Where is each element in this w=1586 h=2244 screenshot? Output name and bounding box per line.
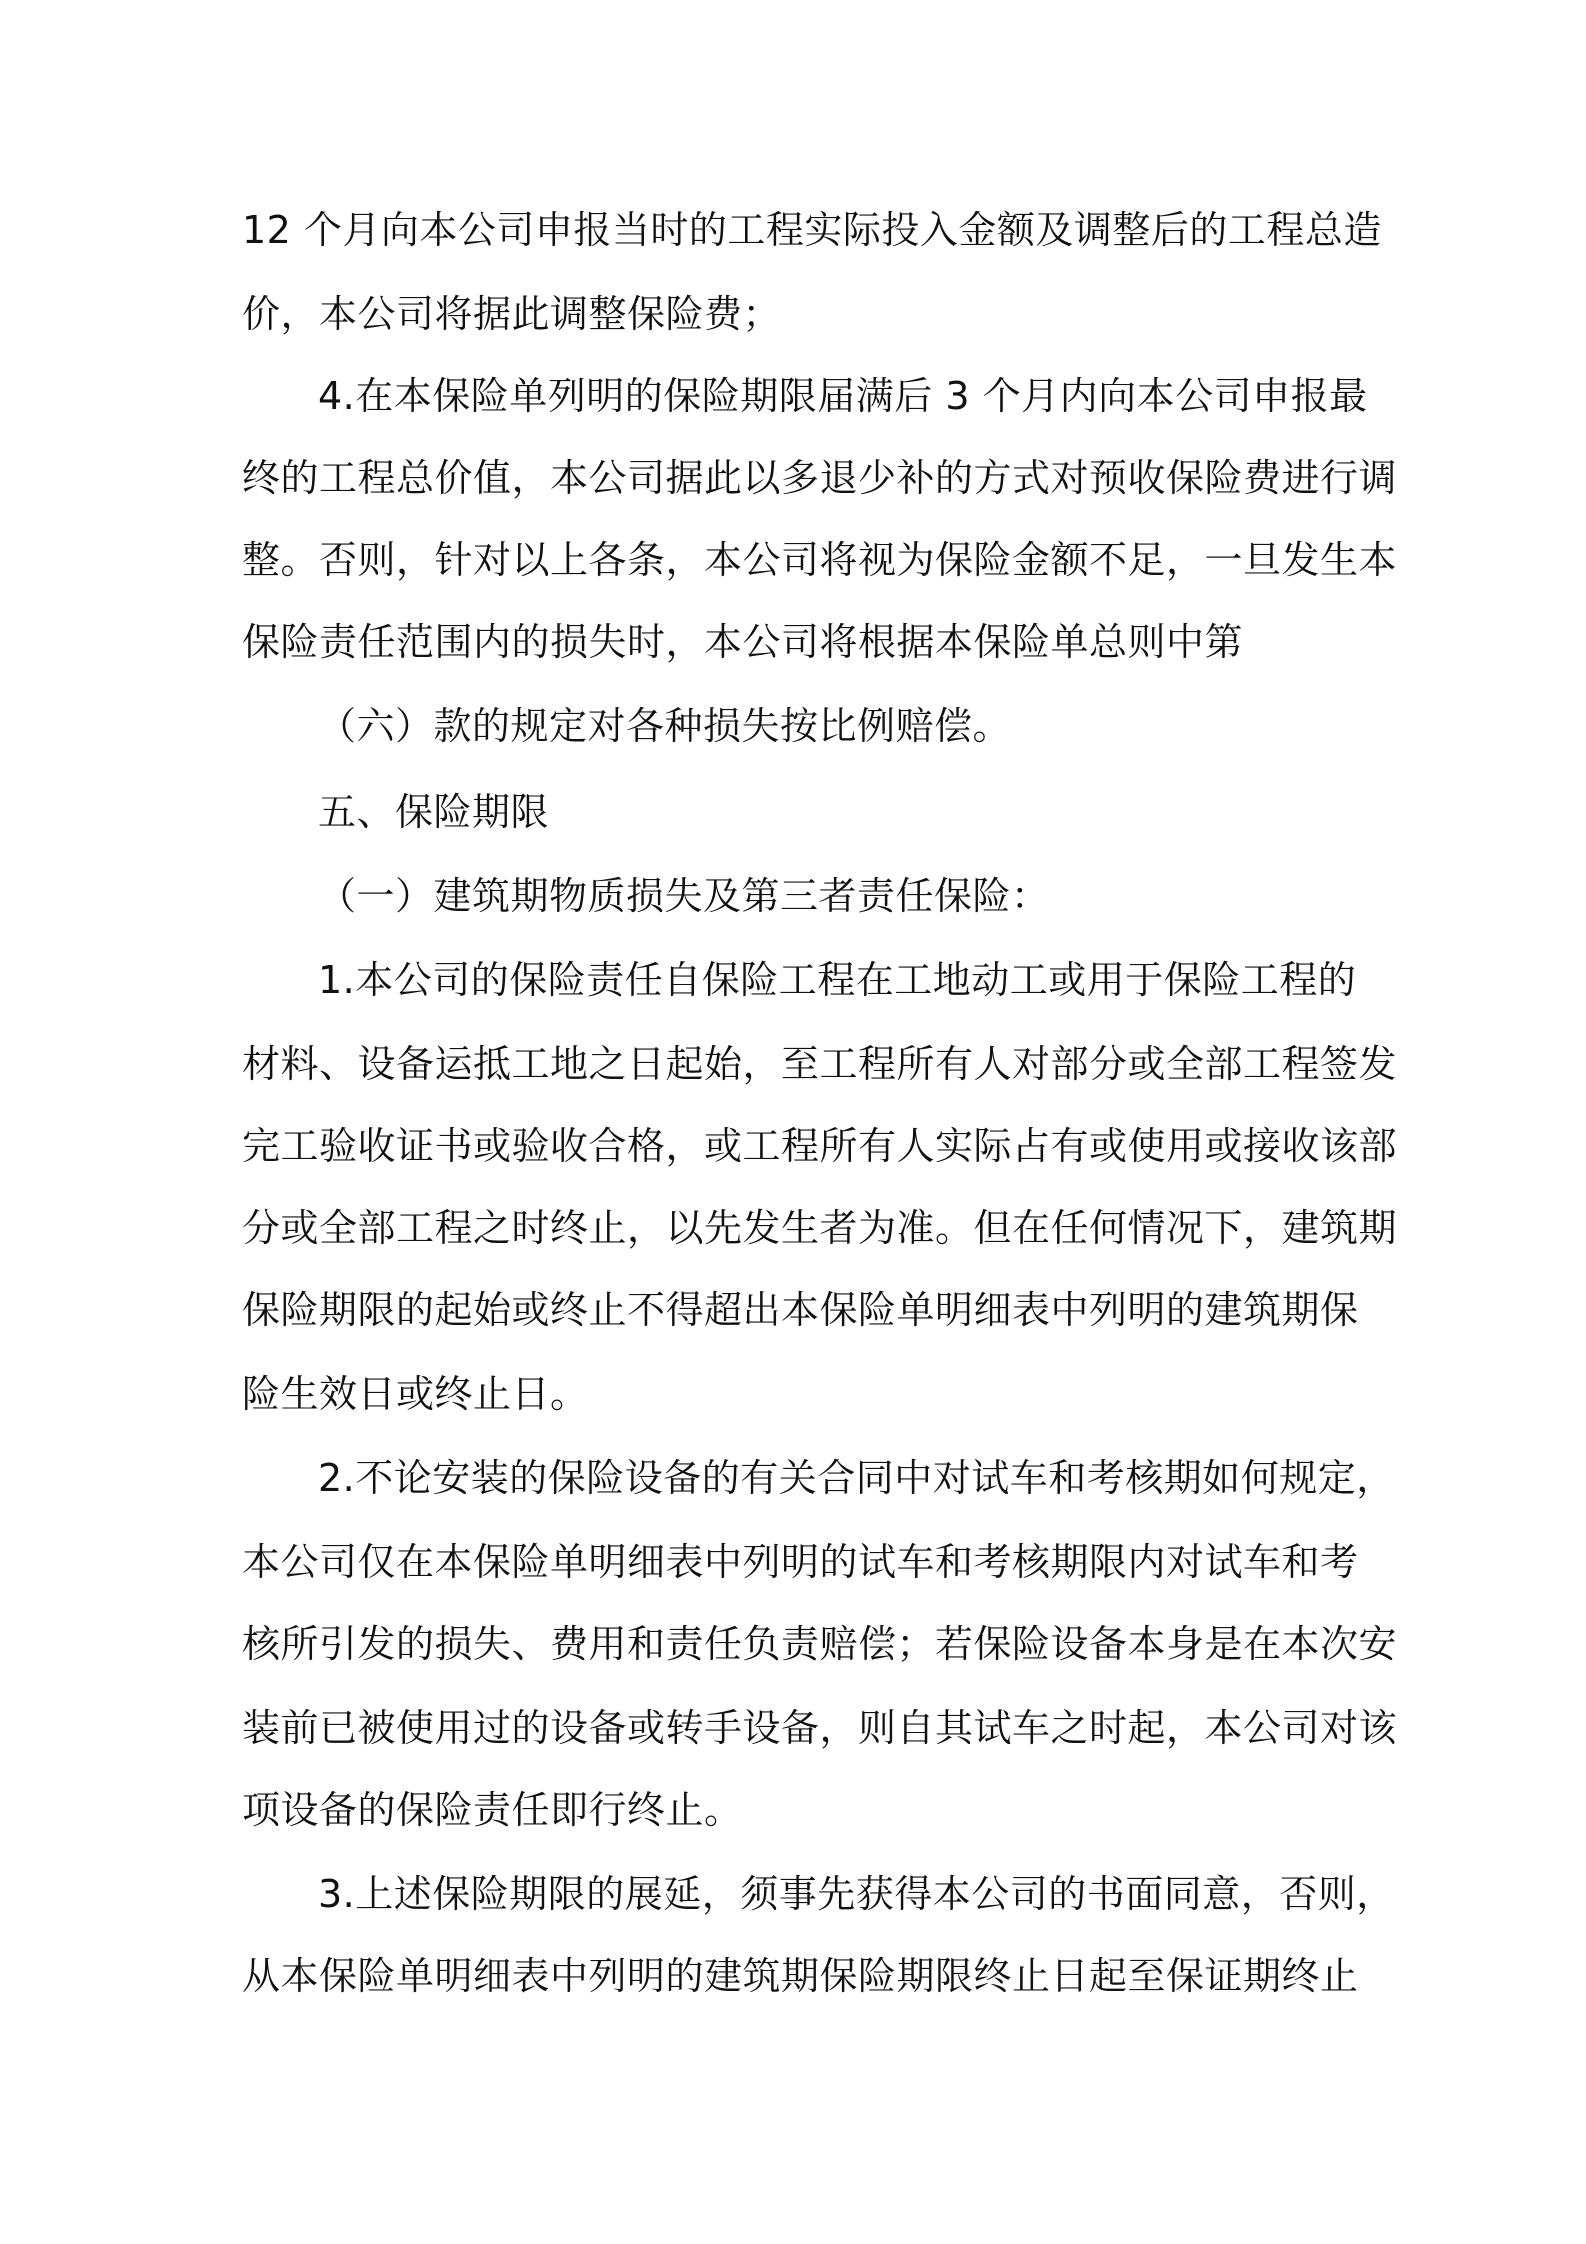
text-line: 3.上述保险期限的展延，须事先获得本公司的书面同意，否则， bbox=[318, 1872, 1395, 1916]
text-line: 1.本公司的保险责任自保险工程在工地动工或用于保险工程的 bbox=[318, 958, 1357, 1002]
text-line: 完工验收证书或验收合格，或工程所有人实际占有或使用或接收该部 bbox=[242, 1124, 1398, 1168]
text-line: 分或全部工程之时终止，以先发生者为准。但在任何情况下，建筑期 bbox=[242, 1206, 1398, 1250]
text-line: 核所引发的损失、费用和责任负责赔偿；若保险设备本身是在本次安 bbox=[242, 1622, 1398, 1666]
text-line: 12 个月向本公司申报当时的工程实际投入金额及调整后的工程总造 bbox=[242, 208, 1382, 252]
text-line: （六）款的规定对各种损失按比例赔偿。 bbox=[318, 704, 1012, 748]
subsection-heading: （一）建筑期物质损失及第三者责任保险： bbox=[318, 874, 1050, 918]
text-line: 装前已被使用过的设备或转手设备，则自其试车之时起，本公司对该 bbox=[242, 1706, 1398, 1750]
text-line: 保险期限的起始或终止不得超出本保险单明细表中列明的建筑期保 bbox=[242, 1288, 1359, 1332]
text-line: 材料、设备运抵工地之日起始，至工程所有人对部分或全部工程签发 bbox=[242, 1042, 1398, 1086]
text-line: 4.在本保险单列明的保险期限届满后 3 个月内向本公司申报最 bbox=[318, 374, 1368, 418]
text-line: 险生效日或终止日。 bbox=[242, 1372, 589, 1416]
text-line: 终的工程总价值，本公司据此以多退少补的方式对预收保险费进行调 bbox=[242, 456, 1398, 500]
text-line: 价，本公司将据此调整保险费； bbox=[242, 292, 782, 336]
text-line: 2.不论安装的保险设备的有关合同中对试车和考核期如何规定， bbox=[318, 1456, 1395, 1500]
text-line: 项设备的保险责任即行终止。 bbox=[242, 1788, 743, 1832]
text-line: 从本保险单明细表中列明的建筑期保险期限终止日起至保证期终止 bbox=[242, 1954, 1359, 1998]
text-line: 本公司仅在本保险单明细表中列明的试车和考核期限内对试车和考 bbox=[242, 1540, 1359, 1584]
section-heading: 五、保险期限 bbox=[318, 790, 550, 834]
text-line: 保险责任范围内的损失时，本公司将根据本保险单总则中第 bbox=[242, 620, 1244, 664]
text-line: 整。否则，针对以上各条，本公司将视为保险金额不足，一旦发生本 bbox=[242, 538, 1398, 582]
